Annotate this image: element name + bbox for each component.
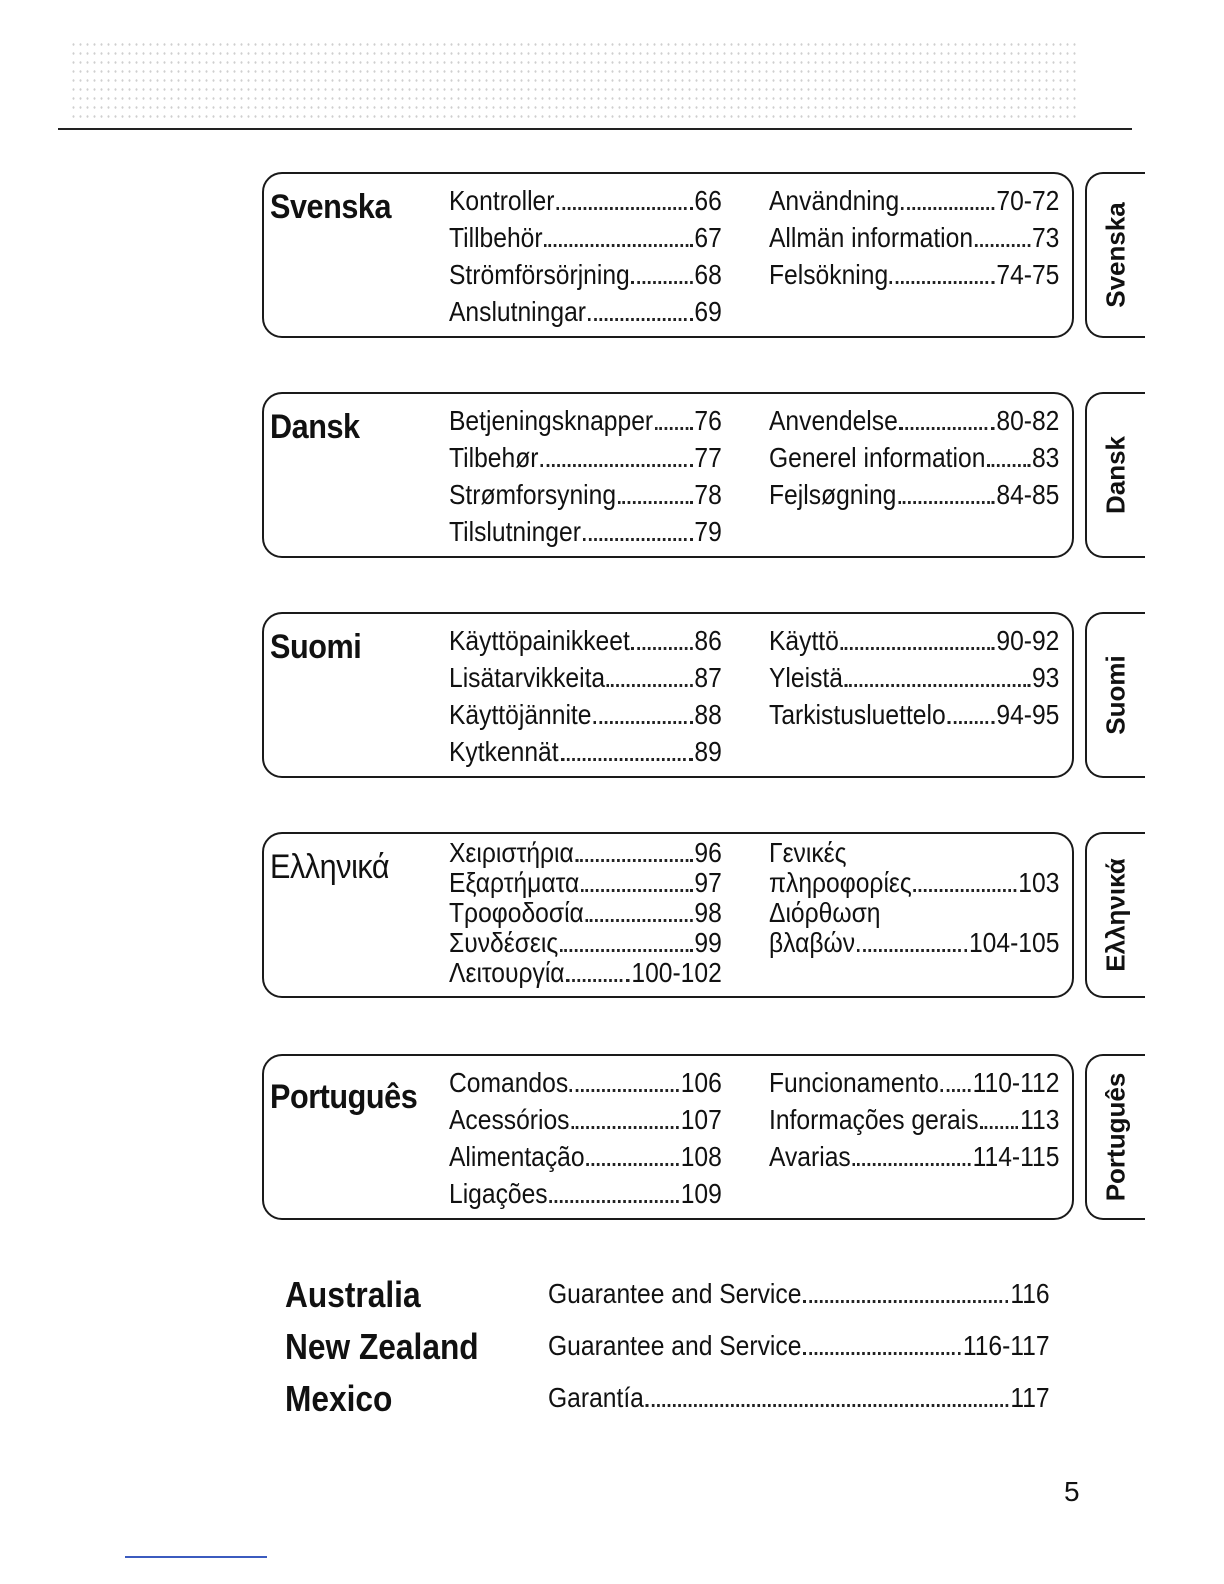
- toc-entry-page: 103: [1018, 867, 1060, 898]
- toc-entry[interactable]: [769, 182, 1059, 219]
- dot-leader: [632, 281, 693, 284]
- toc-entry-label: Alimentação: [449, 1141, 585, 1172]
- dot-leader: [857, 949, 967, 952]
- toc-entry-label: Συνδέσεις: [449, 927, 559, 958]
- region-entry-mexico[interactable]: [548, 1382, 1050, 1415]
- dot-leader: [586, 1163, 679, 1166]
- toc-entry-page: 83: [1031, 442, 1060, 473]
- toc-entry[interactable]: [769, 622, 1059, 659]
- toc-entry-label: Εξαρτήματα: [449, 867, 580, 898]
- dot-leader: [560, 949, 693, 952]
- toc-entry-page: 69: [694, 296, 722, 327]
- toc-entry-label: Avarias: [769, 1141, 851, 1172]
- toc-entry-page: 108: [680, 1141, 722, 1172]
- toc-entry[interactable]: [449, 182, 722, 219]
- footer-divider: [125, 1556, 267, 1558]
- section-title: Dansk: [270, 408, 360, 446]
- toc-entry-label: Käyttö: [769, 625, 839, 656]
- toc-entry-label: Informações gerais: [769, 1104, 979, 1135]
- toc-entry[interactable]: [449, 838, 722, 868]
- toc-entry-label: Tarkistusluettelo: [769, 699, 946, 730]
- section-title: Suomi: [270, 628, 362, 666]
- toc-entry-label: Comandos: [449, 1067, 569, 1098]
- toc-entry-label: Käyttöjännite: [449, 699, 592, 730]
- toc-entry[interactable]: [449, 219, 722, 256]
- toc-entry[interactable]: [769, 402, 1059, 439]
- toc-entry-page: 68: [694, 259, 722, 290]
- toc-entry[interactable]: [769, 659, 1059, 696]
- toc-entry-label: Funcionamento: [769, 1067, 939, 1098]
- toc-entry-label: Lisätarvikkeita: [449, 662, 606, 693]
- toc-entry-page: 97: [694, 867, 722, 898]
- toc-entry[interactable]: [449, 1101, 722, 1138]
- section-title: Português: [270, 1078, 418, 1116]
- toc-entry-page: 90-92: [996, 625, 1060, 656]
- region-entry-label: Garantía: [548, 1382, 644, 1413]
- dot-leader: [540, 464, 692, 467]
- dot-leader: [803, 1352, 961, 1355]
- toc-entry-page: 79: [694, 516, 722, 547]
- dot-leader: [980, 1126, 1018, 1129]
- dot-leader: [544, 244, 692, 247]
- toc-entry-page: 104-105: [968, 927, 1060, 958]
- toc-entry[interactable]: [449, 622, 722, 659]
- dot-leader: [632, 647, 693, 650]
- region-new-zealand: New Zealand: [285, 1326, 479, 1367]
- toc-entry-label: Λειτουργία: [449, 957, 565, 988]
- toc-entry-page: 80-82: [996, 405, 1060, 436]
- toc-entry-page: 78: [694, 479, 722, 510]
- toc-right-column: [769, 402, 1099, 513]
- dot-leader: [570, 1089, 679, 1092]
- dot-leader: [549, 1200, 679, 1203]
- section-dansk: [262, 392, 1074, 558]
- toc-entry-page: 94-95: [996, 699, 1060, 730]
- toc-entry[interactable]: [769, 439, 1059, 476]
- dot-leader: [898, 501, 994, 504]
- region-australia: Australia: [285, 1274, 421, 1315]
- dot-leader: [586, 919, 693, 922]
- dot-leader: [607, 684, 693, 687]
- toc-left-column: [449, 182, 759, 330]
- dot-leader: [975, 244, 1030, 247]
- toc-left-column: [449, 402, 759, 550]
- tab-suomi[interactable]: [1085, 612, 1145, 778]
- toc-entry[interactable]: [449, 1138, 722, 1175]
- region-mexico: Mexico: [285, 1378, 393, 1419]
- toc-entry-label: Kytkennät: [449, 736, 559, 767]
- toc-entry-page: 109: [680, 1178, 722, 1209]
- toc-entry[interactable]: [769, 928, 1059, 958]
- toc-entry[interactable]: [449, 1064, 722, 1101]
- toc-entry[interactable]: [449, 898, 722, 928]
- toc-entry[interactable]: [769, 898, 1059, 928]
- toc-entry-label: Betjeningsknapper: [449, 405, 654, 436]
- toc-entry-label: Strömförsörjning: [449, 259, 630, 290]
- toc-entry[interactable]: [449, 928, 722, 958]
- section-suomi: [262, 612, 1074, 778]
- dot-leader: [583, 538, 693, 541]
- dot-leader: [803, 1300, 1008, 1303]
- toc-entry[interactable]: [769, 256, 1059, 293]
- toc-entry[interactable]: [449, 659, 722, 696]
- toc-entry[interactable]: [449, 868, 722, 898]
- toc-right-column: [769, 838, 1099, 958]
- toc-entry-label: Χειριστήρια: [449, 837, 574, 868]
- section-greek: [262, 832, 1074, 998]
- toc-entry-label: Γενικές: [769, 837, 847, 868]
- toc-entry-page: 86: [694, 625, 722, 656]
- toc-entry-label: Felsökning: [769, 259, 889, 290]
- toc-entry-page: 74-75: [996, 259, 1060, 290]
- dot-leader: [900, 427, 995, 430]
- toc-entry[interactable]: [769, 219, 1059, 256]
- toc-entry[interactable]: [769, 1138, 1059, 1175]
- dot-leader: [566, 979, 629, 982]
- toc-entry-page: 110-112: [972, 1067, 1060, 1098]
- toc-entry[interactable]: [449, 958, 722, 988]
- dot-leader: [890, 281, 995, 284]
- tab-label: Português: [1100, 1072, 1131, 1202]
- tab-label: Dansk: [1100, 435, 1131, 515]
- header-scan-noise: [70, 40, 1080, 120]
- toc-entry-label: Fejlsøgning: [769, 479, 897, 510]
- dot-leader: [987, 464, 1030, 467]
- toc-entry[interactable]: [449, 1175, 722, 1212]
- dot-leader: [655, 427, 693, 430]
- toc-entry[interactable]: [449, 696, 722, 733]
- toc-left-column: [449, 622, 759, 770]
- toc-entry-page: 87: [694, 662, 722, 693]
- toc-entry-label: Generel information: [769, 442, 986, 473]
- toc-entry-page: 100-102: [631, 957, 722, 988]
- toc-entry-page: 84-85: [996, 479, 1060, 510]
- dot-leader: [914, 889, 1017, 892]
- toc-entry-page: 93: [1031, 662, 1060, 693]
- toc-entry-label: Τροφοδοσία: [449, 897, 584, 928]
- region-entry-page: 116: [1010, 1278, 1050, 1309]
- toc-entry-page: 70-72: [996, 185, 1060, 216]
- toc-entry-label: Διόρθωση: [769, 897, 881, 928]
- toc-entry-page: 77: [694, 442, 722, 473]
- toc-entry[interactable]: [769, 1064, 1059, 1101]
- toc-entry[interactable]: [449, 476, 722, 513]
- dot-leader: [581, 889, 693, 892]
- toc-entry-label: Anvendelse: [769, 405, 898, 436]
- region-entry-new-zealand[interactable]: [548, 1330, 1050, 1363]
- tab-label: Svenska: [1100, 202, 1131, 308]
- tab-svenska[interactable]: [1085, 172, 1145, 338]
- region-entry-australia[interactable]: [548, 1278, 1050, 1311]
- toc-entry-label: Acessórios: [449, 1104, 570, 1135]
- dot-leader: [576, 859, 693, 862]
- tab-label: Suomi: [1100, 655, 1131, 735]
- dot-leader: [571, 1126, 679, 1129]
- region-entry-label: Guarantee and Service: [548, 1278, 802, 1309]
- toc-entry[interactable]: [769, 696, 1059, 733]
- toc-right-column: [769, 622, 1099, 733]
- dot-leader: [941, 1089, 971, 1092]
- dot-leader: [618, 501, 693, 504]
- toc-entry-label: Ligações: [449, 1178, 548, 1209]
- toc-entry-label: Användning: [769, 185, 900, 216]
- section-svenska: [262, 172, 1074, 338]
- toc-entry-label: Strømforsyning: [449, 479, 617, 510]
- section-title: Svenska: [270, 188, 392, 226]
- toc-entry[interactable]: [449, 439, 722, 476]
- toc-entry-label: βλαβών: [769, 927, 856, 958]
- toc-entry-page: 67: [694, 222, 722, 253]
- dot-leader: [845, 684, 1031, 687]
- dot-leader: [947, 721, 994, 724]
- section-portugues: [262, 1054, 1074, 1220]
- toc-entry-label: Allmän information: [769, 222, 974, 253]
- header-divider: [58, 128, 1132, 130]
- toc-entry[interactable]: [449, 402, 722, 439]
- toc-left-column: [449, 1064, 759, 1212]
- toc-entry-page: 66: [694, 185, 722, 216]
- toc-entry[interactable]: [449, 256, 722, 293]
- toc-left-column: [449, 838, 759, 988]
- dot-leader: [852, 1163, 970, 1166]
- region-entry-label: Guarantee and Service: [548, 1330, 802, 1361]
- toc-entry[interactable]: [769, 1101, 1059, 1138]
- toc-entry[interactable]: [769, 476, 1059, 513]
- toc-entry-page: 107: [680, 1104, 722, 1135]
- region-entry-page: 117: [1010, 1382, 1050, 1413]
- dot-leader: [841, 647, 995, 650]
- toc-right-column: [769, 1064, 1099, 1175]
- tab-greek[interactable]: [1085, 832, 1145, 998]
- toc-entry-label: Tilbehør: [449, 442, 539, 473]
- toc-entry-label: Käyttöpainikkeet: [449, 625, 630, 656]
- toc-entry[interactable]: [769, 868, 1059, 898]
- toc-entry-page: 73: [1031, 222, 1060, 253]
- toc-entry-page: 89: [694, 736, 722, 767]
- dot-leader: [646, 1404, 1009, 1407]
- dot-leader: [901, 207, 995, 210]
- tab-dansk[interactable]: [1085, 392, 1145, 558]
- dot-leader: [588, 318, 693, 321]
- dot-leader: [556, 207, 692, 210]
- region-entry-page: 116-117: [962, 1330, 1050, 1361]
- section-title: Ελληνικά: [270, 848, 390, 886]
- toc-entry-page: 99: [694, 927, 722, 958]
- toc-entry-page: 106: [680, 1067, 722, 1098]
- toc-entry-label: Kontroller: [449, 185, 555, 216]
- toc-entry[interactable]: [449, 293, 722, 330]
- toc-entry-page: 96: [694, 837, 722, 868]
- toc-entry[interactable]: [449, 733, 722, 770]
- toc-entry-page: 98: [694, 897, 722, 928]
- page-number: 5: [1064, 1476, 1080, 1507]
- toc-entry-label: Tillbehör: [449, 222, 543, 253]
- tab-label: Ελληνικά: [1100, 858, 1131, 972]
- tab-portugues[interactable]: [1085, 1054, 1145, 1220]
- toc-entry[interactable]: [769, 838, 1059, 868]
- toc-entry-label: πληροφορίες: [769, 867, 912, 898]
- dot-leader: [593, 721, 692, 724]
- toc-entry-label: Tilslutninger: [449, 516, 581, 547]
- toc-entry-page: 114-115: [972, 1141, 1060, 1172]
- toc-right-column: [769, 182, 1099, 293]
- toc-entry-page: 113: [1020, 1104, 1060, 1135]
- dot-leader: [560, 758, 692, 761]
- toc-entry-page: 76: [694, 405, 722, 436]
- toc-entry[interactable]: [449, 513, 722, 550]
- toc-entry-label: Anslutningar: [449, 296, 586, 327]
- toc-entry-label: Yleistä: [769, 662, 843, 693]
- toc-entry-page: 88: [694, 699, 722, 730]
